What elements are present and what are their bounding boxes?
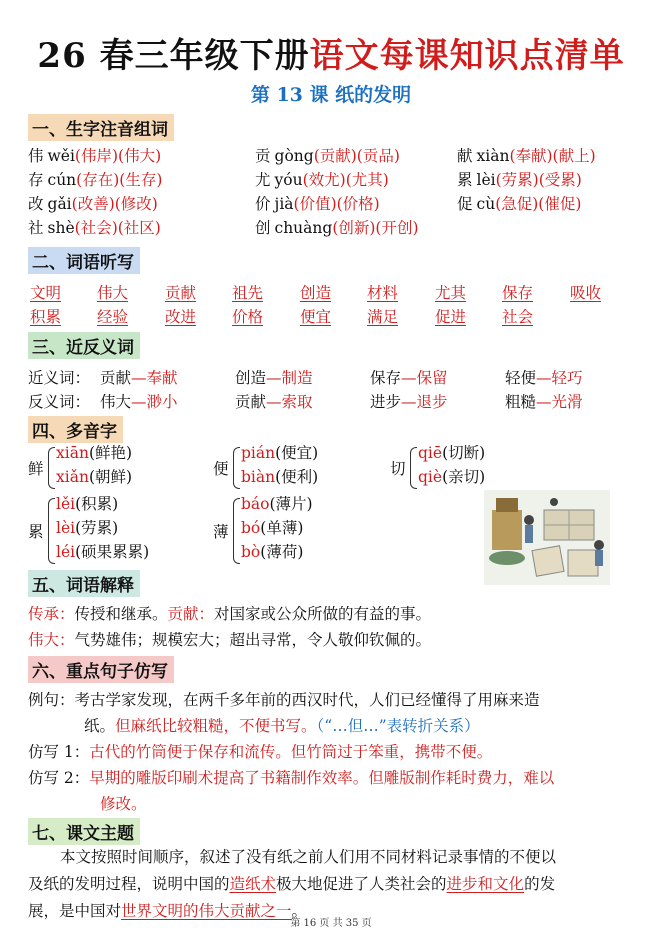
theme-highlight: 进步和文化 bbox=[446, 875, 525, 893]
antonym-row bbox=[370, 390, 448, 412]
dash: — bbox=[401, 393, 417, 411]
char-entry bbox=[28, 216, 161, 238]
pinyin: yóu bbox=[274, 171, 303, 189]
theme-text: 及纸的发明过程，说明中国的 bbox=[28, 875, 230, 893]
pinyin: cún bbox=[47, 171, 77, 189]
word-b: 保留 bbox=[416, 369, 448, 387]
papermaking-illustration bbox=[484, 490, 610, 585]
section-heading-3: 三、近反义词 bbox=[28, 332, 140, 359]
dictation-word: 创造 bbox=[300, 284, 332, 302]
brace bbox=[410, 447, 417, 489]
reading-word: (朝鲜) bbox=[88, 468, 133, 486]
word-b: 渺小 bbox=[146, 393, 178, 411]
synonym-row bbox=[100, 366, 178, 388]
definition: 对国家或公众所做的有益的事。 bbox=[214, 605, 432, 623]
char-entry bbox=[255, 168, 389, 190]
polyphone-char: 切 bbox=[390, 460, 406, 478]
theme-text: 展，是中国对 bbox=[28, 902, 122, 920]
word-b: 退步 bbox=[416, 393, 448, 411]
reading-word: (硕果累累) bbox=[75, 543, 150, 561]
pinyin: jià bbox=[274, 195, 294, 213]
reading-word: (鲜艳) bbox=[88, 444, 133, 462]
char: 贡 bbox=[255, 147, 271, 165]
word-a: 贡献 bbox=[235, 393, 267, 411]
pinyin: qiè bbox=[418, 468, 443, 486]
imitation-2 bbox=[28, 766, 554, 788]
dictation-word: 价格 bbox=[232, 308, 264, 326]
polyphone-reading bbox=[56, 465, 132, 487]
imitation-2-cont: 修改。 bbox=[100, 795, 147, 813]
theme-highlight: 造纸术 bbox=[229, 875, 277, 893]
theme-text: 的发 bbox=[524, 875, 556, 893]
definition: 传授和继承。 bbox=[74, 605, 168, 623]
reading-word: (切断) bbox=[442, 444, 486, 462]
pinyin: wěi bbox=[47, 147, 75, 165]
polyphone-char: 薄 bbox=[213, 523, 229, 541]
dictation-word: 便宜 bbox=[300, 308, 332, 326]
char-entry bbox=[28, 144, 161, 166]
pinyin: xiān bbox=[56, 444, 89, 462]
word-b: 轻巧 bbox=[551, 369, 583, 387]
reading-word: (薄片) bbox=[269, 495, 313, 513]
imitation-text: 早期的雕版印刷术提高了书籍制作效率。但雕版制作耗时费力，难以 bbox=[89, 769, 555, 787]
reading-word: (单薄) bbox=[260, 519, 304, 537]
char-entry bbox=[28, 192, 158, 214]
pinyin: léi bbox=[56, 543, 76, 561]
polyphone-reading bbox=[56, 540, 149, 562]
polyphone-reading bbox=[241, 465, 318, 487]
pinyin: xiǎn bbox=[56, 468, 89, 486]
example-text-red: 但麻纸比较粗糙，不便书写。 bbox=[115, 717, 317, 735]
theme-line: 本文按照时间顺序，叙述了没有纸之前人们用不同材料记录事情的不便以 bbox=[60, 848, 557, 866]
reading-word: (劳累) bbox=[75, 519, 119, 537]
pinyin: xiàn bbox=[476, 147, 510, 165]
word-a: 贡献 bbox=[100, 369, 132, 387]
polyphone-reading bbox=[56, 441, 132, 463]
word-a: 粗糙 bbox=[505, 393, 537, 411]
pinyin: biàn bbox=[241, 468, 276, 486]
polyphone-reading bbox=[56, 516, 118, 538]
dictation-word: 满足 bbox=[367, 308, 399, 326]
page-title bbox=[0, 28, 662, 77]
term: 贡献： bbox=[167, 605, 215, 623]
synonym-row bbox=[505, 366, 583, 388]
char: 存 bbox=[28, 171, 44, 189]
theme-highlight: 世界文明的伟大贡献之一 bbox=[121, 902, 292, 920]
antonym-row bbox=[100, 390, 178, 412]
char-entry bbox=[457, 168, 582, 190]
polyphone-char: 鲜 bbox=[28, 460, 44, 478]
term: 伟大： bbox=[28, 631, 75, 649]
char-words: (改善)(修改) bbox=[71, 195, 158, 213]
title-subject: 语文每课知识点清单 bbox=[309, 36, 625, 76]
pinyin: lěi bbox=[56, 495, 76, 513]
example-line-2 bbox=[84, 714, 480, 736]
char-words: (贡献)(贡品) bbox=[313, 147, 400, 165]
char-words: (劳累)(受累) bbox=[495, 171, 582, 189]
dictation-word: 材料 bbox=[367, 284, 399, 302]
brace bbox=[48, 447, 55, 489]
example-text: 纸。 bbox=[84, 717, 116, 735]
dictation-word: 吸收 bbox=[570, 284, 602, 302]
theme-paragraph bbox=[28, 844, 638, 925]
reading-word: (积累) bbox=[75, 495, 119, 513]
section-heading-7: 七、课文主题 bbox=[28, 818, 140, 845]
dictation-word: 伟大 bbox=[97, 284, 129, 302]
imitation-1 bbox=[28, 740, 492, 762]
polyphone-reading bbox=[241, 516, 303, 538]
reading-word: (便宜) bbox=[275, 444, 319, 462]
word-a: 进步 bbox=[370, 393, 402, 411]
dictation-word: 文明 bbox=[30, 284, 62, 302]
char-entry bbox=[255, 192, 380, 214]
char: 累 bbox=[457, 171, 473, 189]
brace bbox=[233, 498, 240, 564]
polyphone-reading bbox=[241, 441, 318, 463]
pinyin: pián bbox=[241, 444, 276, 462]
explanation-line-1 bbox=[28, 602, 431, 624]
char-entry bbox=[28, 168, 162, 190]
dictation-word: 经验 bbox=[97, 308, 129, 326]
polyphone-char: 累 bbox=[28, 523, 44, 541]
imitation-text: 古代的竹筒便于保存和流传。但竹筒过于笨重，携带不便。 bbox=[89, 743, 493, 761]
section-heading-4: 四、多音字 bbox=[28, 416, 123, 443]
char-words: (价值)(价格) bbox=[293, 195, 380, 213]
dash: — bbox=[536, 369, 552, 387]
pinyin: báo bbox=[241, 495, 270, 513]
reading-word: (亲切) bbox=[442, 468, 486, 486]
antonym-row bbox=[235, 390, 313, 412]
char-words: (存在)(生存) bbox=[76, 171, 163, 189]
char: 伟 bbox=[28, 147, 44, 165]
word-a: 创造 bbox=[235, 369, 267, 387]
section-heading-6: 六、重点句子仿写 bbox=[28, 656, 174, 683]
example-text: 考古学家发现，在两千多年前的西汉时代，人们已经懂得了用麻来造 bbox=[74, 691, 540, 709]
pinyin: shè bbox=[47, 219, 75, 237]
char: 价 bbox=[255, 195, 271, 213]
theme-text: 。 bbox=[291, 902, 308, 920]
pinyin: bó bbox=[241, 519, 261, 537]
polyphone-reading bbox=[241, 540, 303, 562]
dash: — bbox=[401, 369, 417, 387]
section-heading-2: 二、词语听写 bbox=[28, 247, 140, 274]
dictation-word: 积累 bbox=[30, 308, 62, 326]
row-label: 反义词： bbox=[28, 393, 91, 411]
char-words: (效尤)(尤其) bbox=[302, 171, 389, 189]
word-a: 轻便 bbox=[505, 369, 537, 387]
pinyin: qiē bbox=[418, 444, 443, 462]
char-entry bbox=[457, 144, 596, 166]
example-line-1 bbox=[28, 688, 540, 710]
explanation-line-2 bbox=[28, 628, 431, 650]
word-a: 伟大 bbox=[100, 393, 132, 411]
pinyin: lèi bbox=[476, 171, 496, 189]
char-words: (急促)(催促) bbox=[495, 195, 582, 213]
dash: — bbox=[131, 393, 147, 411]
dictation-word: 保存 bbox=[502, 284, 534, 302]
dictation-word: 贡献 bbox=[165, 284, 197, 302]
dictation-word: 社会 bbox=[502, 308, 534, 326]
row-label: 近义词： bbox=[28, 369, 91, 387]
dictation-word: 尤其 bbox=[435, 284, 467, 302]
char-entry bbox=[457, 192, 581, 214]
pinyin: lèi bbox=[56, 519, 76, 537]
synonym-row bbox=[235, 366, 313, 388]
dictation-word: 促进 bbox=[435, 308, 467, 326]
polyphone-char: 便 bbox=[213, 460, 229, 478]
dash: — bbox=[266, 369, 282, 387]
polyphone-reading bbox=[241, 492, 313, 514]
pinyin: cù bbox=[476, 195, 496, 213]
antonym-row bbox=[505, 390, 583, 412]
example-note: （“…但…”表转折关系） bbox=[316, 717, 480, 735]
pinyin: gòng bbox=[274, 147, 314, 165]
section-heading-1: 一、生字注音组词 bbox=[28, 114, 174, 141]
page-footer: 第 16 页 共 35 页 bbox=[290, 918, 372, 929]
brace bbox=[233, 447, 240, 489]
dash: — bbox=[536, 393, 552, 411]
word-a: 保存 bbox=[370, 369, 402, 387]
dash: — bbox=[266, 393, 282, 411]
reading-word: (薄荷) bbox=[260, 543, 304, 561]
char: 尤 bbox=[255, 171, 271, 189]
char: 创 bbox=[255, 219, 271, 237]
reading-word: (便利) bbox=[275, 468, 319, 486]
dictation-word: 改进 bbox=[165, 308, 197, 326]
term: 传承： bbox=[28, 605, 75, 623]
title-grade: 26 春三年级下册 bbox=[37, 36, 310, 76]
definition: 气势雄伟；规模宏大；超出寻常，令人敬仰钦佩的。 bbox=[74, 631, 432, 649]
char: 献 bbox=[457, 147, 473, 165]
char-words: (社会)(社区) bbox=[74, 219, 161, 237]
word-b: 奉献 bbox=[146, 369, 178, 387]
polyphone-reading bbox=[56, 492, 118, 514]
synonym-row bbox=[370, 366, 448, 388]
word-b: 索取 bbox=[281, 393, 313, 411]
example-label: 例句： bbox=[28, 691, 75, 709]
dash: — bbox=[131, 369, 147, 387]
imitation-label: 仿写 1： bbox=[28, 743, 90, 761]
pinyin: bò bbox=[241, 543, 261, 561]
pinyin: gǎi bbox=[47, 195, 72, 213]
dictation-word: 祖先 bbox=[232, 284, 264, 302]
section-heading-5: 五、词语解释 bbox=[28, 570, 140, 597]
char-entry bbox=[255, 144, 400, 166]
char-words: (伟岸)(伟大) bbox=[74, 147, 162, 165]
char: 社 bbox=[28, 219, 44, 237]
theme-line bbox=[28, 871, 638, 898]
char-entry bbox=[255, 216, 419, 238]
imitation-label: 仿写 2： bbox=[28, 769, 90, 787]
char-words: (奉献)(献上) bbox=[509, 147, 596, 165]
theme-text: 极大地促进了人类社会的 bbox=[276, 875, 447, 893]
char-words: (创新)(开创) bbox=[332, 219, 419, 237]
word-b: 制造 bbox=[281, 369, 313, 387]
char: 改 bbox=[28, 195, 44, 213]
lesson-title: 第 13 课 纸的发明 bbox=[250, 84, 412, 106]
word-b: 光滑 bbox=[551, 393, 583, 411]
brace bbox=[48, 498, 55, 564]
polyphone-reading bbox=[418, 441, 485, 463]
polyphone-reading bbox=[418, 465, 485, 487]
pinyin: chuàng bbox=[274, 219, 333, 237]
char: 促 bbox=[457, 195, 473, 213]
